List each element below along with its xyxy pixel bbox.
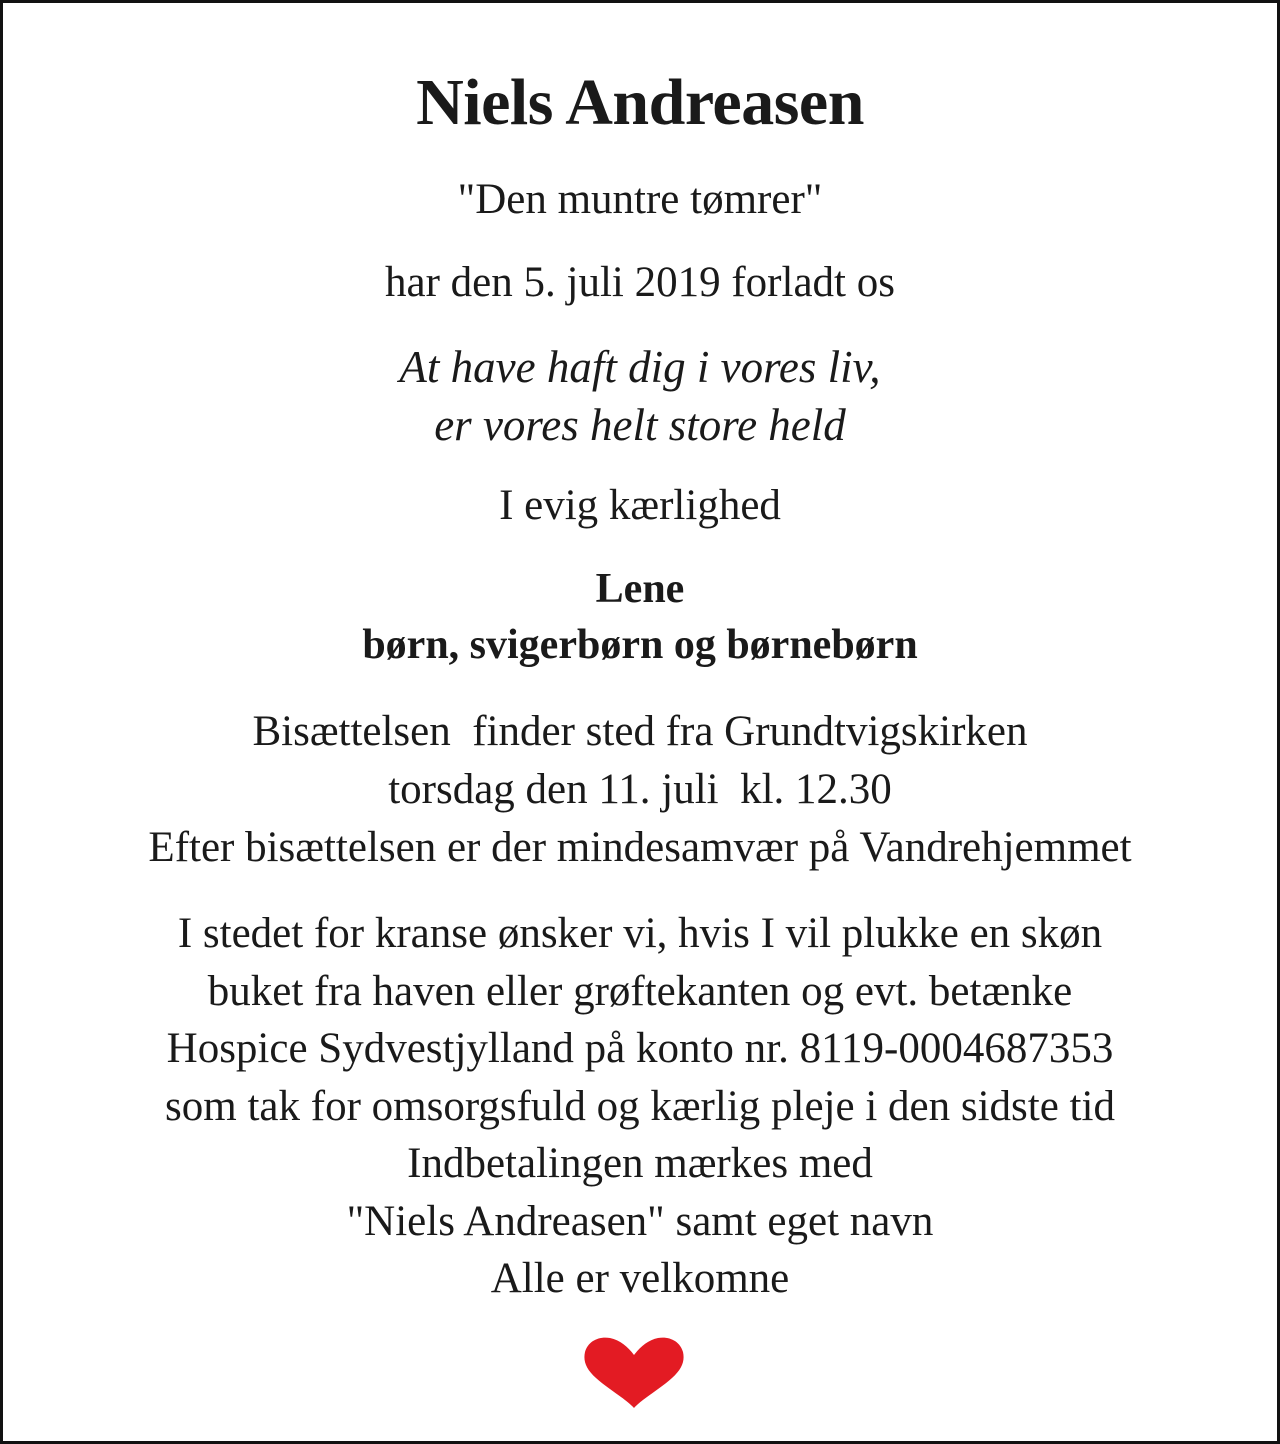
donation-line: Indbetalingen mærkes med: [407, 1140, 873, 1187]
service-line: Efter bisættelsen er der mindesamvær på Vandrehjemmet: [148, 824, 1132, 871]
family-line: Lene: [595, 566, 685, 612]
donation-line: Alle er velkomne: [490, 1255, 790, 1302]
service-line: Bisættelsen finder sted fra Grundtvigskirken: [252, 708, 1028, 755]
love-line: I evig kærlighed: [499, 482, 781, 529]
donation-line: "Niels Andreasen" samt eget navn: [346, 1197, 934, 1245]
service-line: torsdag den 11. juli kl. 12.30: [388, 766, 892, 813]
donation-request: [3, 905, 1277, 1308]
service-details: [3, 703, 1277, 877]
nickname: "Den muntre tømrer": [457, 176, 823, 223]
deceased-name: Niels Andreasen: [416, 66, 864, 139]
memorial-quote: [3, 338, 1277, 454]
donation-line: Hospice Sydvestjylland på konto nr. 8119-0004687353: [166, 1025, 1114, 1072]
quote-line: At have haft dig i vores liv,: [399, 342, 881, 392]
donation-line: som tak for omsorgsfuld og kærlig pleje i den sidste tid: [165, 1082, 1115, 1130]
family-signature: [3, 561, 1277, 673]
donation-line: I stedet for kranse ønsker vi, hvis I vil plukke en skøn: [177, 910, 1103, 957]
passed-date-line: har den 5. juli 2019 forladt os: [385, 259, 895, 306]
family-line: børn, svigerbørn og børnebørn: [362, 622, 918, 668]
heart-icon: [582, 1335, 686, 1409]
quote-line: er vores helt store held: [434, 400, 846, 450]
donation-line: buket fra haven eller grøftekanten og evt. betænke: [207, 967, 1073, 1015]
